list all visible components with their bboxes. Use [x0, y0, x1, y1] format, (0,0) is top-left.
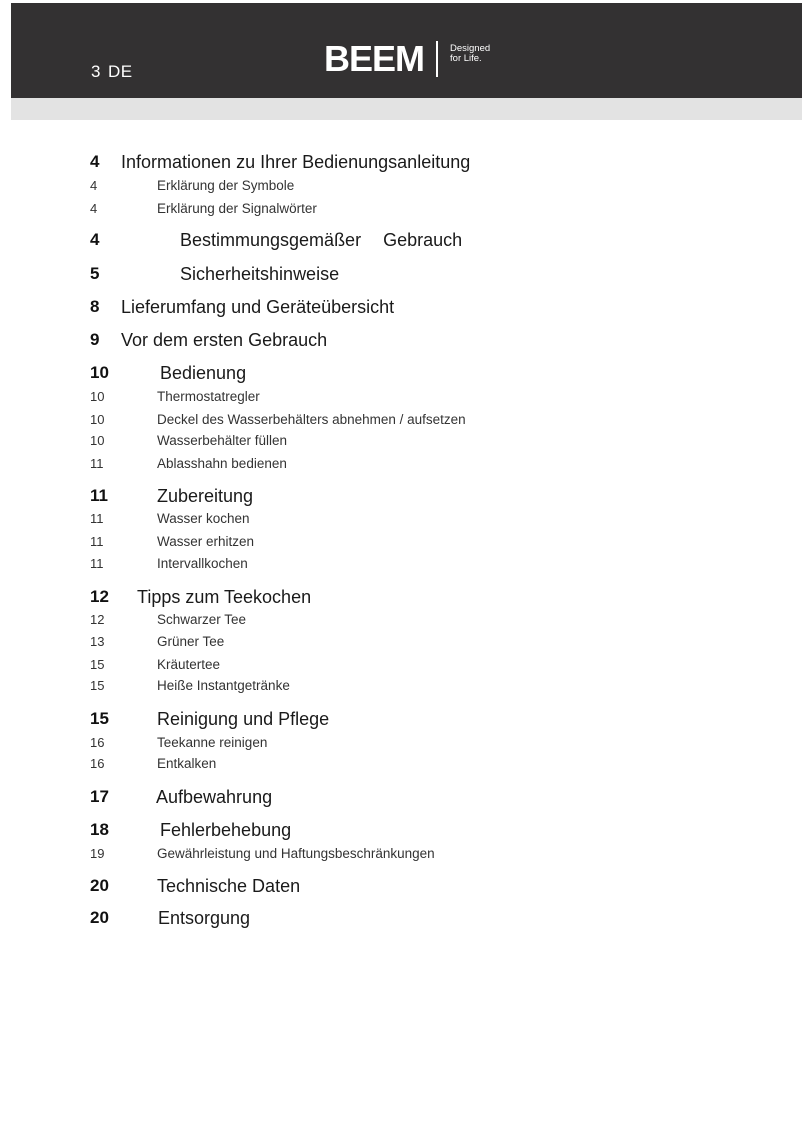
toc-title-part: Gebrauch	[383, 230, 463, 250]
toc-title: Erklärung der Symbole	[157, 178, 295, 193]
toc-page-number: 10	[90, 389, 105, 404]
toc-title: Vor dem ersten Gebrauch	[121, 330, 328, 350]
toc-title: Reinigung und Pflege	[157, 709, 330, 729]
toc-page-number: 11	[90, 456, 104, 471]
logo-divider	[436, 41, 438, 77]
toc-page-number: 16	[90, 756, 105, 771]
toc-page-number: 8	[90, 297, 100, 316]
brand-logo	[324, 39, 490, 79]
toc-page-number: 11	[90, 556, 104, 571]
page-number: 3	[91, 62, 101, 81]
toc-page-number: 12	[90, 612, 105, 627]
toc-title: Fehlerbehebung	[160, 820, 292, 840]
toc-page-number: 10	[90, 412, 105, 427]
toc-title: Sicherheitshinweise	[180, 264, 340, 284]
toc-page-number: 18	[90, 820, 109, 839]
toc-title: Tipps zum Teekochen	[137, 587, 312, 607]
toc-page-number: 4	[90, 152, 100, 171]
toc-page-number: 15	[90, 709, 109, 728]
page-indicator	[91, 62, 140, 82]
toc-page-number: 4	[90, 178, 98, 193]
toc-page-number: 4	[90, 230, 100, 249]
toc-title: Teekanne reinigen	[157, 735, 268, 750]
toc-title: Informationen zu Ihrer Bedienungsanleitung	[121, 152, 471, 172]
toc-title: Wasser erhitzen	[157, 534, 255, 549]
toc-page-number: 5	[90, 264, 100, 283]
brand-tagline	[450, 44, 490, 64]
toc-page-number: 17	[90, 787, 109, 806]
toc-page-number: 15	[90, 678, 105, 693]
tagline-line2: for Life.	[450, 53, 482, 64]
toc-title: Kräutertee	[157, 657, 221, 672]
toc-page-number: 13	[90, 634, 105, 649]
language-code: DE	[107, 62, 133, 81]
toc-page-number: 19	[90, 846, 105, 861]
toc-page-number: 10	[90, 433, 105, 448]
toc-title-part: Bestimmungsgemäßer	[180, 230, 362, 250]
toc-title: Aufbewahrung	[156, 787, 273, 807]
toc-title: Gewährleistung und Haftungsbeschränkungen	[157, 846, 435, 861]
toc-title	[180, 230, 462, 251]
toc-page-number: 9	[90, 330, 100, 349]
toc-page-number: 10	[90, 363, 109, 382]
toc-page-number: 4	[90, 201, 98, 216]
toc-page-number: 12	[90, 587, 109, 606]
toc-page-number: 11	[90, 511, 104, 526]
toc-title: Bedienung	[160, 363, 247, 383]
toc-title: Wasser kochen	[157, 511, 250, 526]
page-header	[11, 3, 802, 98]
toc-title: Heiße Instantgetränke	[157, 678, 290, 693]
toc-title: Deckel des Wasserbehälters abnehmen / aufsetzen	[157, 412, 466, 427]
toc-title: Entsorgung	[158, 908, 251, 928]
toc-page-number: 11	[90, 534, 104, 549]
toc-page-number: 20	[90, 876, 109, 895]
toc-title: Erklärung der Signalwörter	[157, 201, 317, 216]
toc-page-number: 11	[90, 486, 108, 505]
header-subbar	[11, 98, 802, 120]
toc-title: Schwarzer Tee	[157, 612, 247, 627]
toc-title: Entkalken	[157, 756, 217, 771]
toc-page-number: 16	[90, 735, 105, 750]
toc-title: Wasserbehälter füllen	[157, 433, 288, 448]
tagline-line1: Designed	[450, 43, 491, 54]
toc-page-number: 20	[90, 908, 109, 927]
toc-title: Thermostatregler	[157, 389, 260, 404]
toc-title: Ablasshahn bedienen	[157, 456, 287, 471]
toc-title: Zubereitung	[157, 486, 254, 506]
toc-title: Grüner Tee	[157, 634, 225, 649]
toc-page-number: 15	[90, 657, 105, 672]
toc-title: Intervallkochen	[157, 556, 248, 571]
brand-name: BEEM	[324, 38, 425, 79]
toc-title: Technische Daten	[157, 876, 301, 896]
toc-title: Lieferumfang und Geräteübersicht	[121, 297, 395, 317]
